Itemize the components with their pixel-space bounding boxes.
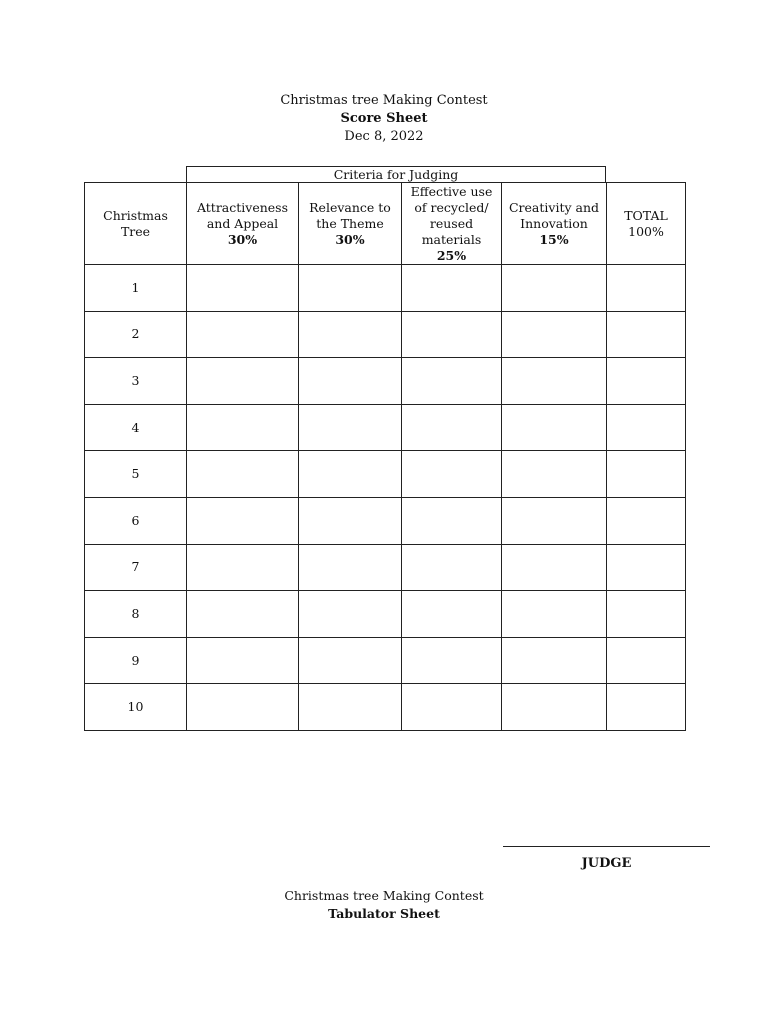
table-row <box>85 591 686 638</box>
score-total-cell[interactable] <box>607 591 686 638</box>
score-relevance-cell[interactable] <box>299 358 402 405</box>
score-total-cell[interactable] <box>607 497 686 544</box>
tree-number: 3 <box>85 358 187 405</box>
score-attractiveness-cell[interactable] <box>187 637 299 684</box>
score-attractiveness-cell[interactable] <box>187 591 299 638</box>
tree-number: 1 <box>85 265 187 312</box>
sheet-date: Dec 8, 2022 <box>344 129 424 144</box>
score-total-cell[interactable] <box>607 404 686 451</box>
score-attractiveness-cell[interactable] <box>187 544 299 591</box>
weight-effective-use: 25% <box>436 247 467 263</box>
score-effective-use-cell[interactable] <box>402 497 502 544</box>
score-total-cell[interactable] <box>607 637 686 684</box>
col-creativity: Creativity and Innovation 15% <box>502 183 607 265</box>
score-effective-use-cell[interactable] <box>402 684 502 731</box>
score-attractiveness-cell[interactable] <box>187 684 299 731</box>
score-effective-use-cell[interactable] <box>402 451 502 498</box>
score-total-cell[interactable] <box>607 358 686 405</box>
score-relevance-cell[interactable] <box>299 544 402 591</box>
judge-label: JUDGE <box>581 856 632 871</box>
score-total-cell[interactable] <box>607 451 686 498</box>
page-header <box>0 92 768 146</box>
score-relevance-cell[interactable] <box>299 591 402 638</box>
tree-number: 7 <box>85 544 187 591</box>
col-christmas-tree: Christmas Tree <box>85 183 187 265</box>
page-footer <box>0 887 768 923</box>
score-effective-use-cell[interactable] <box>402 404 502 451</box>
tree-number: 10 <box>85 684 187 731</box>
weight-creativity: 15% <box>539 231 569 247</box>
footer-contest-title: Christmas tree Making Contest <box>284 888 484 903</box>
score-creativity-cell[interactable] <box>502 311 607 358</box>
table-row <box>85 637 686 684</box>
score-creativity-cell[interactable] <box>502 497 607 544</box>
score-total-cell[interactable] <box>607 544 686 591</box>
weight-attractiveness: 30% <box>227 231 258 247</box>
score-creativity-cell[interactable] <box>502 637 607 684</box>
score-attractiveness-cell[interactable] <box>187 265 299 312</box>
score-creativity-cell[interactable] <box>502 404 607 451</box>
score-relevance-cell[interactable] <box>299 311 402 358</box>
sheet-title: Score Sheet <box>340 111 428 126</box>
score-creativity-cell[interactable] <box>502 544 607 591</box>
score-effective-use-cell[interactable] <box>402 265 502 312</box>
score-creativity-cell[interactable] <box>502 451 607 498</box>
tree-number: 8 <box>85 591 187 638</box>
col-relevance: Relevance to the Theme 30% <box>299 183 402 265</box>
tree-number: 5 <box>85 451 187 498</box>
score-attractiveness-cell[interactable] <box>187 311 299 358</box>
table-row <box>85 497 686 544</box>
score-relevance-cell[interactable] <box>299 497 402 544</box>
score-relevance-cell[interactable] <box>299 637 402 684</box>
col-total: TOTAL 100% <box>607 183 686 265</box>
tree-number: 6 <box>85 497 187 544</box>
score-creativity-cell[interactable] <box>502 265 607 312</box>
table-row <box>85 358 686 405</box>
score-body <box>85 265 686 731</box>
score-relevance-cell[interactable] <box>299 265 402 312</box>
score-total-cell[interactable] <box>607 684 686 731</box>
score-effective-use-cell[interactable] <box>402 544 502 591</box>
weight-total: 100% <box>628 223 664 239</box>
score-relevance-cell[interactable] <box>299 684 402 731</box>
table-row <box>85 684 686 731</box>
score-creativity-cell[interactable] <box>502 591 607 638</box>
score-effective-use-cell[interactable] <box>402 591 502 638</box>
score-effective-use-cell[interactable] <box>402 358 502 405</box>
criteria-header: Criteria for Judging <box>186 166 606 182</box>
score-effective-use-cell[interactable] <box>402 311 502 358</box>
table-row <box>85 544 686 591</box>
score-effective-use-cell[interactable] <box>402 637 502 684</box>
col-effective-use: Effective use of recycled/ reused materials 25% <box>402 183 502 265</box>
tree-number: 2 <box>85 311 187 358</box>
col-attractiveness: Attractiveness and Appeal 30% <box>187 183 299 265</box>
score-total-cell[interactable] <box>607 265 686 312</box>
signature-line <box>503 846 710 847</box>
score-attractiveness-cell[interactable] <box>187 497 299 544</box>
weight-relevance: 30% <box>335 231 365 247</box>
score-table <box>84 182 686 731</box>
score-total-cell[interactable] <box>607 311 686 358</box>
tree-number: 4 <box>85 404 187 451</box>
score-creativity-cell[interactable] <box>502 358 607 405</box>
contest-title: Christmas tree Making Contest <box>280 93 488 108</box>
score-attractiveness-cell[interactable] <box>187 358 299 405</box>
table-row <box>85 265 686 312</box>
footer-sheet-title: Tabulator Sheet <box>328 906 440 921</box>
tree-number: 9 <box>85 637 187 684</box>
table-row <box>85 311 686 358</box>
score-creativity-cell[interactable] <box>502 684 607 731</box>
header-row <box>85 183 686 265</box>
score-attractiveness-cell[interactable] <box>187 404 299 451</box>
table-row <box>85 451 686 498</box>
table-row <box>85 404 686 451</box>
score-relevance-cell[interactable] <box>299 451 402 498</box>
score-attractiveness-cell[interactable] <box>187 451 299 498</box>
score-relevance-cell[interactable] <box>299 404 402 451</box>
